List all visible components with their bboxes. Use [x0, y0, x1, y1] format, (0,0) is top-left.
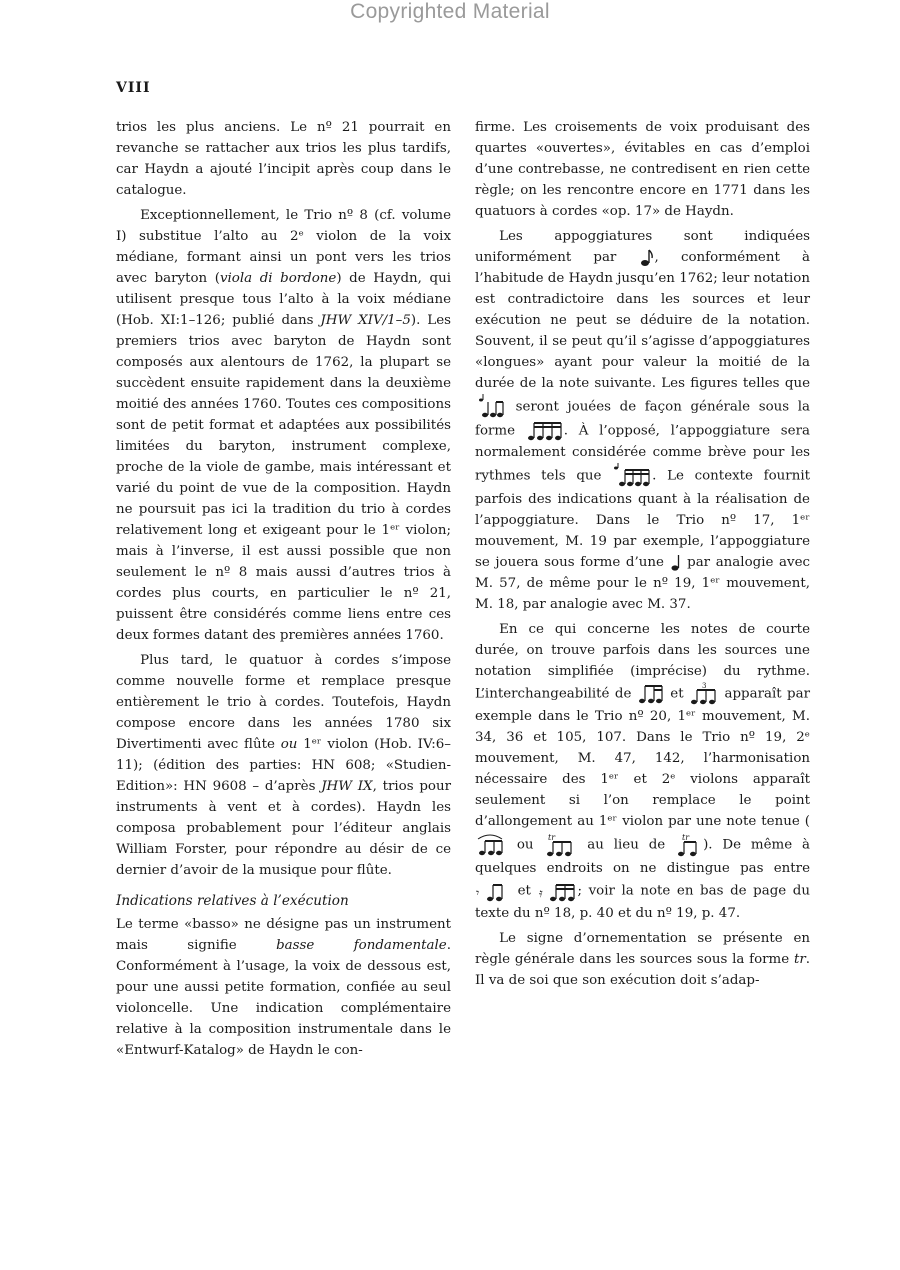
left-paragraph-1: trios les plus anciens. Le nº 21 pourrait en revanche se rattacher aux trios les plus tardifs, car Haydn a ajouté l’incipit après coup dans le catalogue.: [116, 120, 451, 198]
eighth-note-icon: [640, 249, 654, 267]
copyright-watermark: Copyrighted Material: [350, 0, 550, 23]
grace-sixteenths-icon: [613, 463, 651, 489]
appoggiatura-figure-icon: [476, 394, 506, 420]
left-column: [116, 117, 451, 1065]
svg-text:tr: tr: [548, 833, 556, 842]
right-paragraph-4: Le signe d’ornementation se présente en règle générale dans les sources sous la forme tr. Il va de soi que son exécution doit s’adap-: [475, 931, 810, 988]
svg-text:𝄿: 𝄿: [538, 886, 543, 900]
right-paragraph-1: firme. Les croisements de voix produisant des quartes «ouvertes», évitables en cas d’emploi d’une contrebasse, ne contredisent en rien cette règle; on les rencontre encore en 1771 dans les quatuors à cordes «op. 17» de Haydn.: [475, 120, 810, 219]
right-paragraph-3: En ce qui concerne les notes de courte durée, on trouve parfois dans les sources une notation simplifiée (imprécise) du rythme. L’interchangeabilité de et 3 apparaît par exemple dans le Trio nº 20, 1ᵉʳ mouvement, M. 34, 36 et 105, 107. Dans le Trio nº 19, 2ᵉ mouvement, M. 47, 142, l’harmonisation nécessaire des 1ᵉʳ et 2ᵉ violons apparaît seulement si l’on remplace le point d’allongement au 1ᵉʳ violon par une note tenue ( ou tr au lieu de tr ). De même à quelques endroits on ne distingue pas entre 𝄾 et 𝄿 ; voir la note en bas de page du texte du nº 18, p. 40 et du nº 19, p. 47.: [475, 622, 811, 921]
quarter-note-icon: [671, 554, 681, 572]
four-sixteenths-icon: [527, 420, 563, 442]
trill-dotted-icon: [676, 832, 702, 858]
svg-text:tr: tr: [682, 833, 690, 842]
right-column: [475, 117, 810, 995]
trill-figure-icon: [544, 832, 576, 858]
page-number: VIII: [116, 80, 151, 96]
rest-sixteenths-icon: [539, 879, 577, 903]
right-paragraph-2: Les appoggiatures sont indiquées uniformément par , conformément à l’habitude de Haydn jusqu’en 1762; leur notation est contradictoire dans les sources et leur exécution ne peut se déduire de la notation. Souvent, il se peut qu’il s’agisse d’appoggiatures «longues» ayant pour valeur la moitié de la durée de la note suivante. Les figures telles que seront jouées de façon générale sous la forme . À l’opposé, l’appoggiature sera normalement considérée comme brève pour les rythmes tels que . Le contexte fournit parfois des indications quant à la réalisation de l’appoggiature. Dans le Trio nº 17, 1ᵉʳ mouvement, M. 19 par exemple, l’appoggiature se jouera sous forme d’une par analogie avec M. 57, de même pour le nº 19, 1ᵉʳ mouvement, M. 18, par analogie avec M. 37.: [475, 229, 810, 612]
dotted-rhythm-icon: [638, 683, 664, 705]
section-heading: Indications relatives à l’exécution: [116, 893, 349, 909]
rest-triplet-icon: [476, 879, 510, 903]
svg-text:3: 3: [702, 682, 707, 690]
left-paragraph-4: Le terme «basso» ne désigne pas un instrument mais signifie basse fondamentale. Conformément à l’usage, la voix de dessous est, pour une aussi petite formation, confiée au seul violoncelle. Une indication complémentaire relative à la composition instrumentale dans le «Entwurf-Katalog» de Haydn le con-: [116, 917, 452, 1058]
left-paragraph-3: Plus tard, le quatuor à cordes s’impose comme nouvelle forme et remplace presque entièrement le trio à cordes. Toutefois, Haydn compose encore dans les années 1780 six Divertimenti avec flûte ou 1ᵉʳ violon (Hob. IV:6–11); (édition des parties: HN 608; «Studien-Edition»: HN 9608 – d’après JHW IX, trios pour instruments à vent et à cordes). Haydn les composa probablement pour l’éditeur anglais William Forster, pour répondre au désir de ce dernier d’avoir de la musique pour flûte.: [116, 653, 451, 878]
left-paragraph-2: Exceptionnellement, le Trio nº 8 (cf. volume I) substitue l’alto au 2ᵉ violon de la voix médiane, formant ainsi un pont vers les trios avec baryton (viola di bordone) de Haydn, qui utilisent presque tous l’alto à la voix médiane (Hob. XI:1–126; publié dans JHW XIV/1–5). Les premiers trios avec baryton de Haydn sont composés aux alentours de 1762, la plupart se succèdent ensuite rapidement dans la deuxième moitié des années 1760. Toutes ces compositions sont de petit format et adaptées aux possibilités limitées du baryton, instrument complexe, proche de la viole de gambe, mais intéressant et varié du point de vue de la composition. Haydn ne poursuit pas ici la tradition du trio à cordes relativement long et exigeant pour le 1ᵉʳ violon; mais à l’inverse, il est aussi possible que non seulement le nº 8 mais aussi d’autres trios à cordes plus courts, en particulier le nº 21, puissent être considérés comme liens entre ces deux formes datant des premières années 1760.: [116, 208, 451, 643]
svg-text:𝄾: 𝄾: [476, 886, 480, 900]
tied-note-icon: [476, 833, 506, 857]
triplet-rhythm-icon: [690, 682, 718, 706]
